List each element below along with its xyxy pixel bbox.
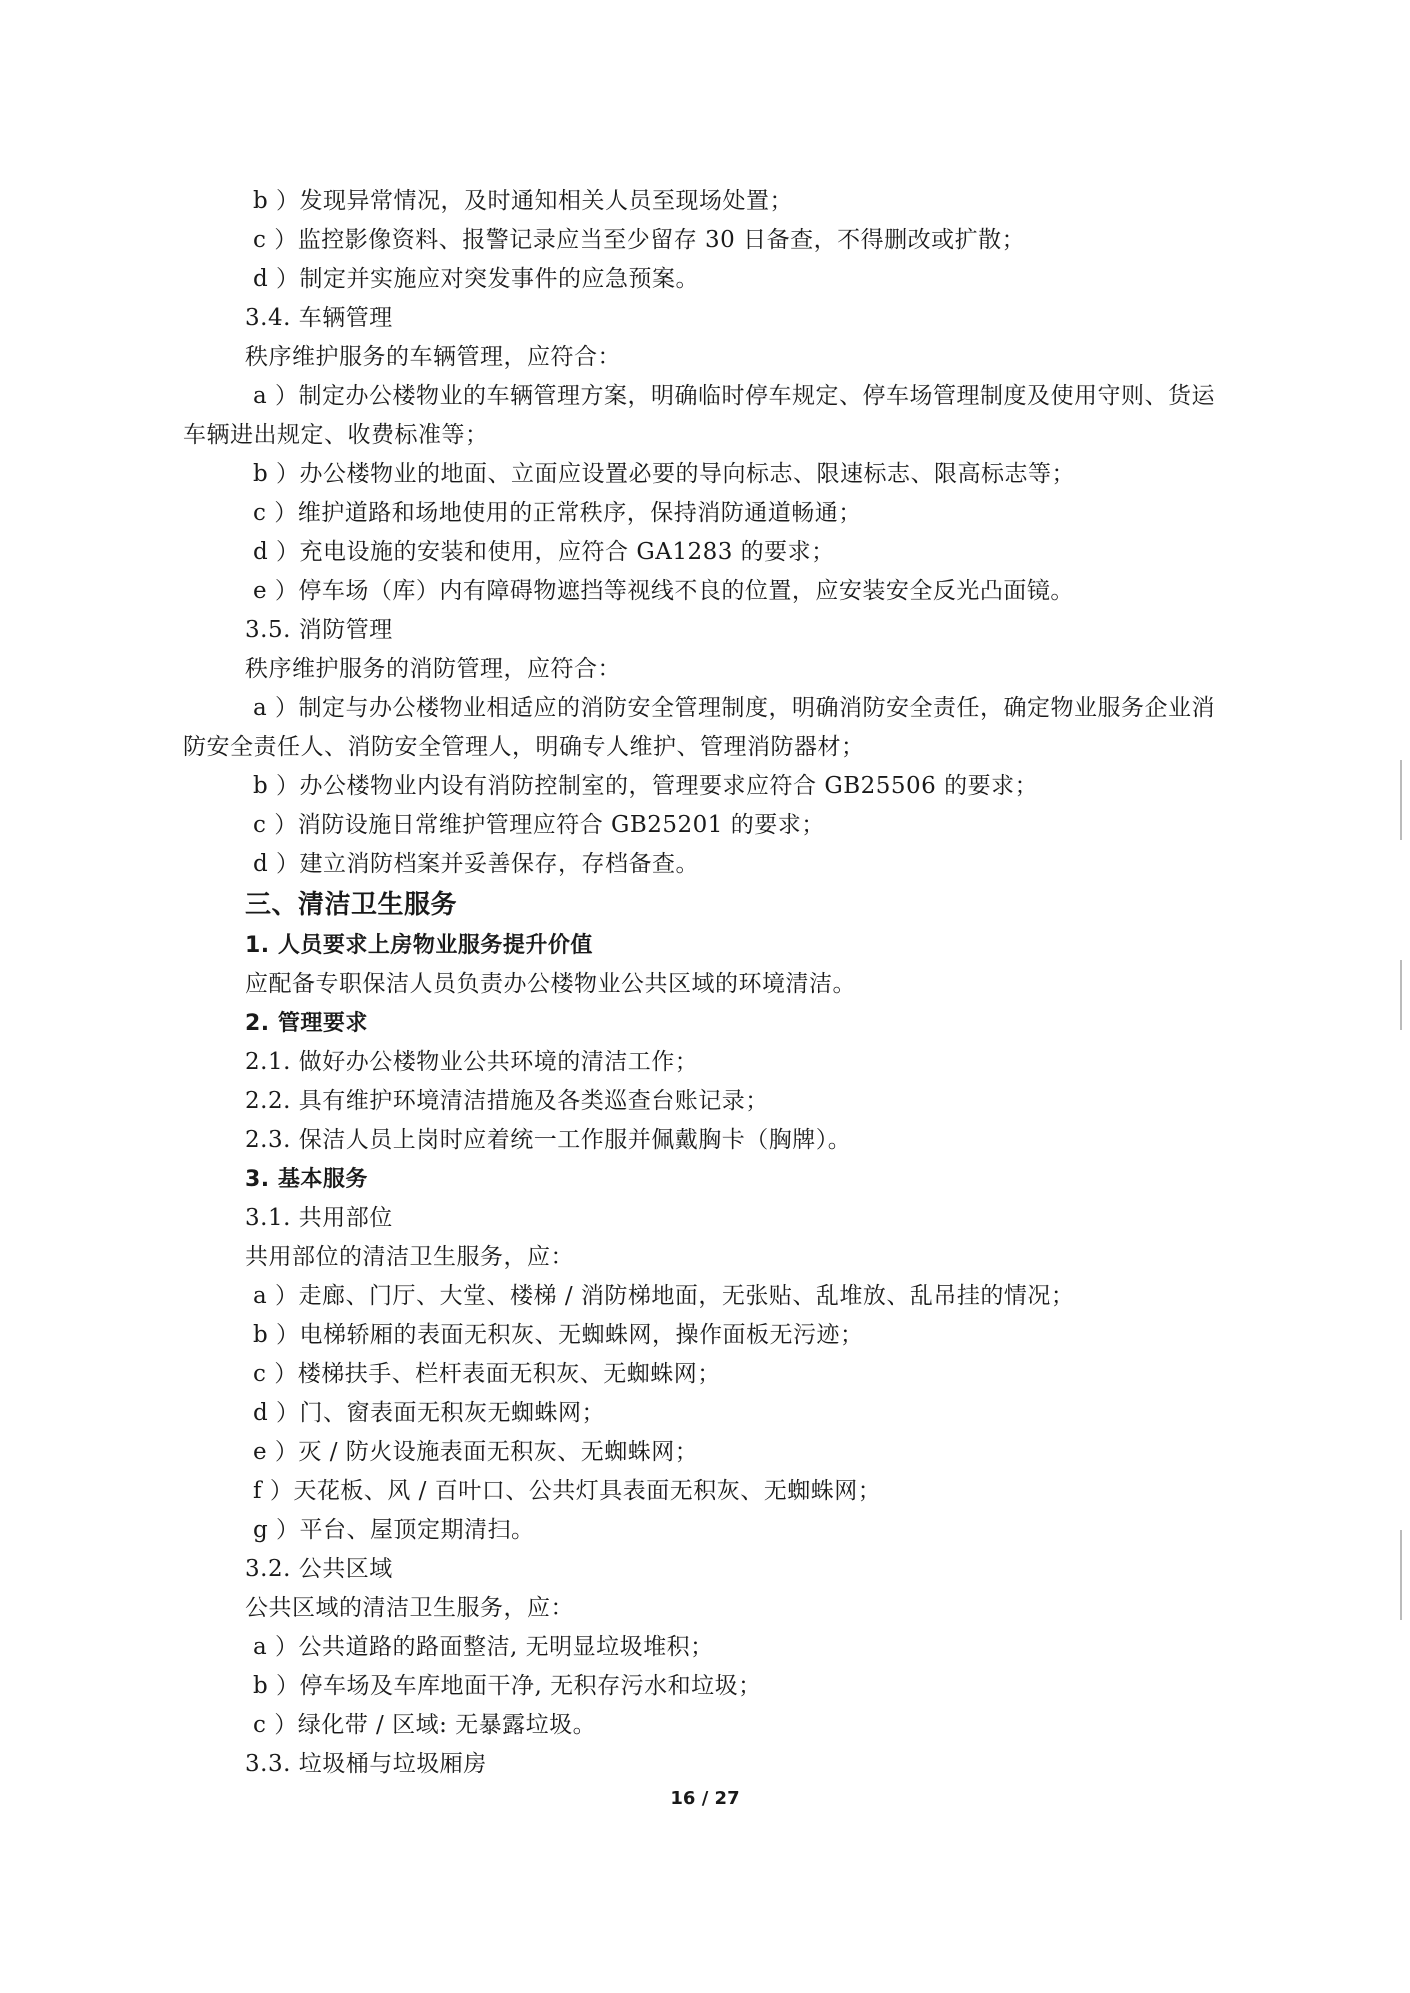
paragraph: 2.3. 保洁人员上岗时应着统一工作服并佩戴胸卡（胸牌）。	[245, 1127, 852, 1153]
list-item: c ）楼梯扶手、栏杆表面无积灰、无蜘蛛网；	[253, 1361, 721, 1387]
list-item: d ）充电设施的安装和使用，应符合 GA1283 的要求；	[253, 539, 835, 565]
paragraph: 共用部位的清洁卫生服务，应：	[245, 1244, 574, 1270]
list-item: d ）制定并实施应对突发事件的应急预案。	[253, 266, 700, 292]
list-item: b ）办公楼物业的地面、立面应设置必要的导向标志、限速标志、限高标志等；	[253, 461, 1076, 487]
paragraph: 公共区域的清洁卫生服务，应：	[245, 1595, 574, 1621]
list-item: a ）公共道路的路面整洁, 无明显垃圾堆积；	[253, 1634, 714, 1660]
subsection-heading: 3. 基本服务	[245, 1167, 368, 1192]
list-item: c ）监控影像资料、报警记录应当至少留存 30 日备查，不得删改或扩散；	[253, 227, 1026, 253]
list-item: e ）灭 / 防火设施表面无积灰、无蜘蛛网；	[253, 1439, 699, 1465]
list-item: g ）平台、屋顶定期清扫。	[253, 1517, 535, 1543]
paragraph: 应配备专职保洁人员负责办公楼物业公共区域的环境清洁。	[245, 971, 856, 997]
list-item: d ）门、窗表面无积灰无蜘蛛网；	[253, 1400, 606, 1426]
list-item: a ）制定与办公楼物业相适应的消防安全管理制度，明确消防安全责任，确定物业服务企业消	[253, 695, 1216, 721]
paragraph: 3.5. 消防管理	[245, 617, 393, 643]
list-item: f ）天花板、风 / 百叶口、公共灯具表面无积灰、无蜘蛛网；	[253, 1478, 882, 1504]
list-item-continuation: 车辆进出规定、收费标准等；	[183, 422, 489, 448]
list-item: b ）停车场及车库地面干净, 无积存污水和垃圾；	[253, 1673, 762, 1699]
list-item: c ）维护道路和场地使用的正常秩序，保持消防通道畅通；	[253, 500, 862, 526]
list-item: b ）发现异常情况，及时通知相关人员至现场处置；	[253, 188, 794, 214]
list-item: a ）走廊、门厅、大堂、楼梯 / 消防梯地面，无张贴、乱堆放、乱吊挂的情况；	[253, 1283, 1075, 1309]
scan-edge-mark	[1400, 1530, 1408, 1620]
paragraph: 秩序维护服务的车辆管理，应符合：	[245, 344, 621, 370]
paragraph: 2.1. 做好办公楼物业公共环境的清洁工作；	[245, 1049, 699, 1075]
paragraph: 3.3. 垃圾桶与垃圾厢房	[245, 1751, 487, 1777]
section-heading: 三、清洁卫生服务	[245, 890, 458, 920]
list-item: e ）停车场（库）内有障碍物遮挡等视线不良的位置，应安装安全反光凸面镜。	[253, 578, 1074, 604]
scan-edge-mark	[1400, 960, 1408, 1030]
list-item: d ）建立消防档案并妥善保存，存档备查。	[253, 851, 700, 877]
paragraph: 3.2. 公共区域	[245, 1556, 393, 1582]
subsection-heading: 1. 人员要求上房物业服务提升价值	[245, 933, 593, 958]
page-number: 16 / 27	[670, 1788, 740, 1809]
paragraph: 秩序维护服务的消防管理，应符合：	[245, 656, 621, 682]
list-item: b ）电梯轿厢的表面无积灰、无蜘蛛网，操作面板无污迹；	[253, 1322, 864, 1348]
document-body	[183, 182, 1245, 1784]
paragraph: 3.1. 共用部位	[245, 1205, 393, 1231]
list-item-continuation: 防安全责任人、消防安全管理人，明确专人维护、管理消防器材；	[183, 734, 865, 760]
scan-edge-mark	[1400, 760, 1408, 840]
list-item: c ）消防设施日常维护管理应符合 GB25201 的要求；	[253, 812, 825, 838]
paragraph: 2.2. 具有维护环境清洁措施及各类巡查台账记录；	[245, 1088, 769, 1114]
list-item: a ）制定办公楼物业的车辆管理方案，明确临时停车规定、停车场管理制度及使用守则、货运	[253, 383, 1216, 409]
list-item: b ）办公楼物业内设有消防控制室的，管理要求应符合 GB25506 的要求；	[253, 773, 1039, 799]
paragraph: 3.4. 车辆管理	[245, 305, 393, 331]
subsection-heading: 2. 管理要求	[245, 1011, 368, 1036]
list-item: c ）绿化带 / 区域: 无暴露垃圾。	[253, 1712, 597, 1738]
